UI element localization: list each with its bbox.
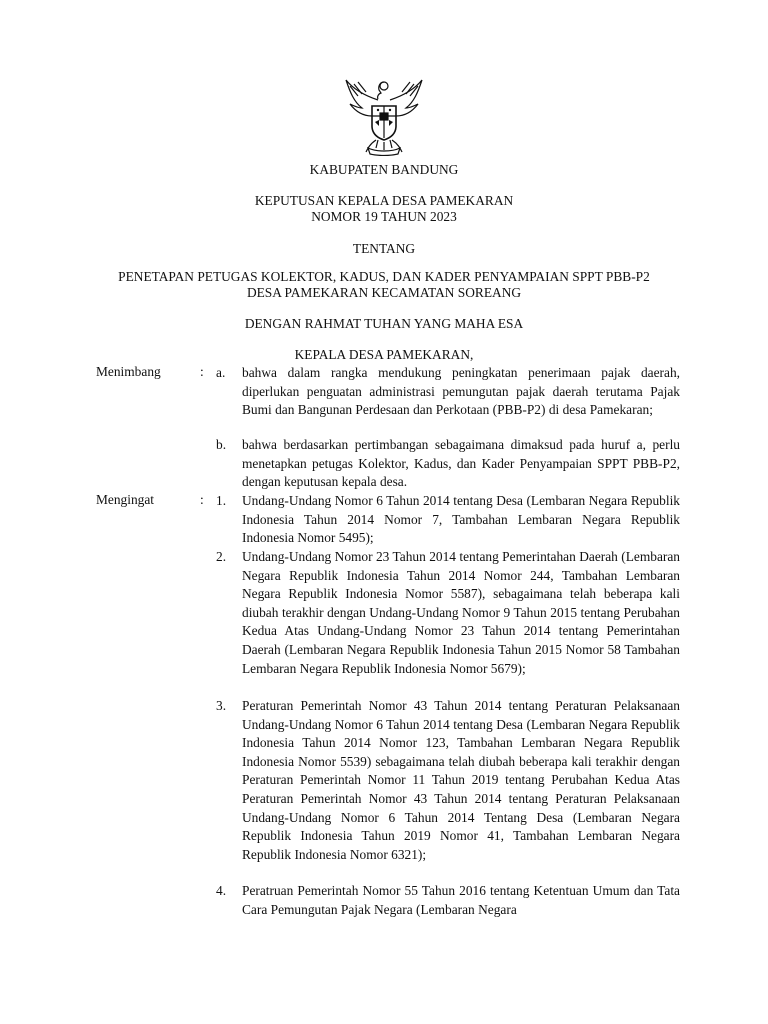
mengingat-item-2 <box>216 548 680 678</box>
mengingat-item-3 <box>216 697 680 864</box>
menimbang-colon: : <box>200 364 204 379</box>
item-text: Undang-Undang Nomor 23 Tahun 2014 tentang Pemerintahan Daerah (Lembaran Negara Republik Indonesia Tahun 2014 Nomor 244, Tambahan Lembaran Negara Republik Indonesia Nomor 5587), sebagaimana telah beberapa kali diubah terakhir dengan Undang-Undang Nomor 9 Tahun 2015 tentang Perubahan Kedua Atas Undang-Undang Nomor 23 Tahun 2014 tentang Pemerintahan Daerah (Lembaran Negara Republik Indonesia Tahun 2015 Nomor 58 Tambahan Lembaran Negara Republik Indonesia Nomor 5679); <box>242 549 680 676</box>
item-text: Undang-Undang Nomor 6 Tahun 2014 tentang Desa (Lembaran Negara Republik Indonesia Tahun 2014 Nomor 7, Tambahan Lembaran Negara Republik Indonesia Nomor 5495); <box>242 493 680 546</box>
mengingat-label: Mengingat <box>96 492 155 507</box>
mengingat-colon: : <box>200 492 204 507</box>
item-marker: 3. <box>216 698 227 713</box>
item-text: bahwa dalam rangka mendukung peningkatan penerimaan pajak daerah, diperlukan penguatan administrasi pemungutan pajak daerah terutama Pajak Bumi dan Bangunan Perdesaan dan Perkotaan (PBB-P2) di desa Pamekaran; <box>242 365 680 418</box>
blessing-line: DENGAN RAHMAT TUHAN YANG MAHA ESA <box>244 316 524 331</box>
official-title: KEPALA DESA PAMEKARAN, <box>294 347 474 362</box>
mengingat-item-1 <box>216 492 680 548</box>
menimbang-item-a <box>216 364 680 420</box>
mengingat-item-4 <box>216 882 680 919</box>
decree-number: NOMOR 19 TAHUN 2023 <box>311 209 457 224</box>
item-text: Peratruan Pemerintah Nomor 55 Tahun 2016 tentang Ketentuan Umum dan Tata Cara Pemungutan Pajak Negara (Lembaran Negara <box>242 883 680 917</box>
decree-title: KEPUTUSAN KEPALA DESA PAMEKARAN <box>254 193 514 208</box>
item-marker: 2. <box>216 549 227 564</box>
subject-line-2: DESA PAMEKARAN KECAMATAN SOREANG <box>246 285 522 300</box>
about-label: TENTANG <box>352 241 416 256</box>
garuda-emblem-icon <box>340 76 428 156</box>
subject-line-1: PENETAPAN PETUGAS KOLEKTOR, KADUS, DAN KADER PENYAMPAIAN SPPT PBB-P2 <box>118 269 650 284</box>
menimbang-item-b <box>216 436 680 492</box>
item-text: bahwa berdasarkan pertimbangan sebagaimana dimaksud pada huruf a, perlu menetapkan petugas Kolektor, Kadus, dan Kader Penyampaian SPPT PBB-P2, dengan keputusan kepala desa. <box>242 437 680 490</box>
item-marker: a. <box>216 365 226 380</box>
item-marker: b. <box>216 437 227 452</box>
menimbang-label: Menimbang <box>96 364 161 379</box>
item-marker: 4. <box>216 883 227 898</box>
item-marker: 1. <box>216 493 227 508</box>
region-heading: KABUPATEN BANDUNG <box>309 162 459 177</box>
item-text: Peraturan Pemerintah Nomor 43 Tahun 2014 tentang Peraturan Pelaksanaan Undang-Undang Nomor 6 Tahun 2014 tentang Desa (Lembaran Negara Republik Indonesia Tahun 2014 Nomor 123, Tambahan Lembaran Negara Republik Indonesia Nomor 5539) sebagaimana telah diubah beberapa kali terakhir dengan Peraturan Pemerintah Nomor 11 Tahun 2019 tentang Perubahan Kedua Atas Peraturan Pemerintah Nomor 43 Tahun 2014 tentang Peraturan Pelaksanaan Undang-Undang Nomor 6 Tahun 2014 Tentang Desa (Lembaran Negara Republik Indonesia Tahun 2019 Nomor 41, Tambahan Lembaran Negara Republik Indonesia Nomor 6321); <box>242 698 680 862</box>
